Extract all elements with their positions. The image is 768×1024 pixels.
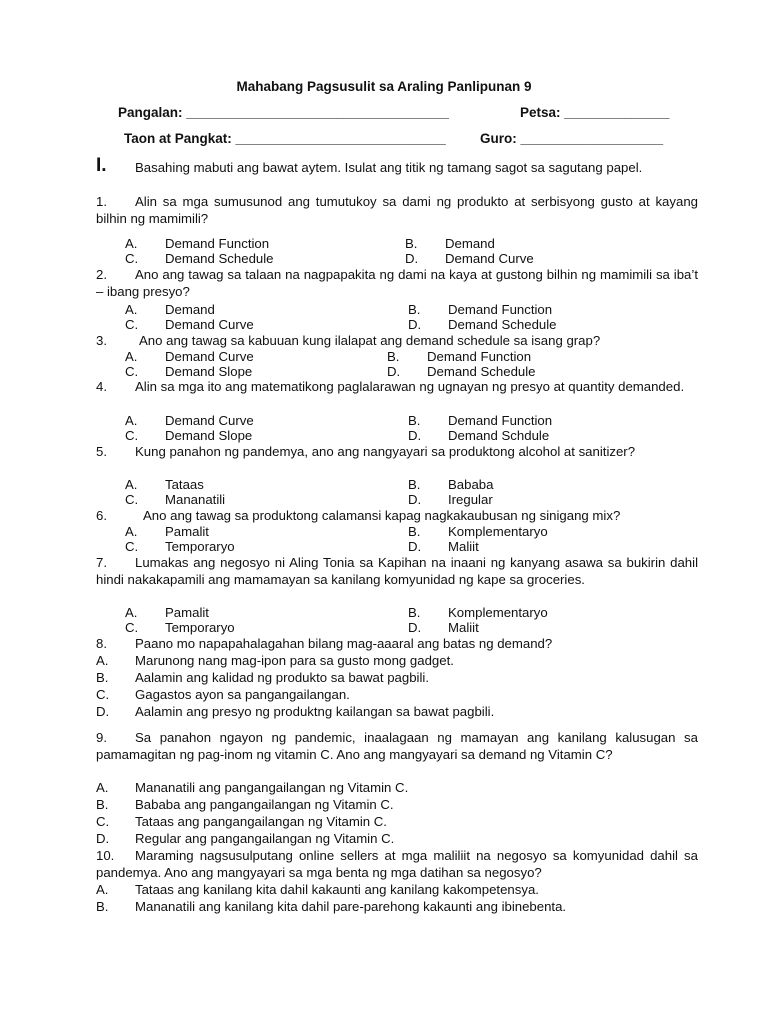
option-1a: A. Demand Function <box>125 236 270 251</box>
option-6b: B. Komplementaryo <box>408 524 548 539</box>
exam-title: Mahabang Pagsusulit sa Araling Panlipunan 9 <box>236 79 532 94</box>
option-10b: B. Mananatili ang kanilang kita dahil pare-parehong kakaunti ang ibinebenta. <box>96 899 567 914</box>
question-10 <box>96 848 698 881</box>
option-9b: B. Bababa ang pangangailangan ng Vitamin C. <box>96 797 394 812</box>
option-6c: C. Temporaryo <box>125 539 235 554</box>
question-text: Ano ang tawag sa kabuuan kung ilalapat ang demand schedule sa isang grap? <box>139 333 601 348</box>
option-4b: B. Demand Function <box>408 413 553 428</box>
question-9 <box>96 730 698 763</box>
question-text: Paano mo napapahalagahan bilang mag-aaaral ang batas ng demand? <box>135 636 553 651</box>
option-4c: C. Demand Slope <box>125 428 253 443</box>
question-3 <box>96 333 600 350</box>
question-number: 5. <box>96 444 107 459</box>
option-7d: D. Maliit <box>408 620 479 635</box>
option-2a: A. Demand <box>125 302 215 317</box>
question-number: 10. <box>96 848 115 863</box>
option-8b: B. Aalamin ang kalidad ng produkto sa bawat pagbili. <box>96 670 429 685</box>
option-8a: A. Marunong nang mag-ipon para sa gusto mong gadget. <box>96 653 454 668</box>
option-2d: D. Demand Schedule <box>408 317 557 332</box>
option-5b: B. Bababa <box>408 477 494 492</box>
option-2b: B. Demand Function <box>408 302 553 317</box>
option-5c: C. Mananatili <box>125 492 226 507</box>
question-number: 8. <box>96 636 107 651</box>
question-text: Ano ang tawag sa talaan na nagpapakita ng dami na kaya at gustong bilhin ng mamimili sa iba’t – ibang presyo? <box>96 267 698 299</box>
option-3b: B. Demand Function <box>387 349 532 364</box>
option-5d: D. Iregular <box>408 492 493 507</box>
question-number: 9. <box>96 730 107 745</box>
question-7 <box>96 555 698 588</box>
option-1c: C. Demand Schedule <box>125 251 274 266</box>
question-number: 4. <box>96 379 107 394</box>
option-1d: D. Demand Curve <box>405 251 534 266</box>
option-8d: D. Aalamin ang presyo ng produktng kailangan sa bawat pagbili. <box>96 704 495 719</box>
option-3a: A. Demand Curve <box>125 349 254 364</box>
name-field: Pangalan: ___________________________________ <box>118 105 450 120</box>
question-5 <box>96 444 698 461</box>
option-5a: A. Tataas <box>125 477 204 492</box>
option-4a: A. Demand Curve <box>125 413 254 428</box>
question-2 <box>96 267 698 300</box>
option-3c: C. Demand Slope <box>125 364 253 379</box>
option-7a: A. Pamalit <box>125 605 209 620</box>
question-1 <box>96 194 698 227</box>
option-9c: C. Tataas ang pangangailangan ng Vitamin C. <box>96 814 387 829</box>
question-text: Alin sa mga sumusunod ang tumutukoy sa dami ng produkto at serbisyong gusto at kayang bilhin ng mamimili? <box>96 194 698 226</box>
question-number: 7. <box>96 555 107 570</box>
option-7c: C. Temporaryo <box>125 620 235 635</box>
option-1b: B. Demand <box>405 236 495 251</box>
question-number: 6. <box>96 508 107 523</box>
question-number: 3. <box>96 333 107 348</box>
question-text: Maraming nagsusulputang online sellers at mga maliliit na negosyo sa komyunidad dahil sa pandemya. Ano ang mangyayari sa mga benta ng mga datihan sa negosyo? <box>96 848 698 880</box>
question-4 <box>96 379 698 396</box>
instructions: Basahing mabuti ang bawat aytem. Isulat ang titik ng tamang sagot sa sagutang papel. <box>135 160 643 175</box>
option-3d: D. Demand Schedule <box>387 364 536 379</box>
question-8 <box>96 636 552 653</box>
teacher-field: Guro: ___________________ <box>480 131 664 146</box>
question-number: 1. <box>96 194 107 209</box>
question-text: Lumakas ang negosyo ni Aling Tonia sa Kapihan na inaani ng kanyang asawa sa bukirin dahil hindi nakakapamili ang mamamayan sa kanilang komyunidad ng kape sa groceries. <box>96 555 698 587</box>
option-2c: C. Demand Curve <box>125 317 254 332</box>
question-text: Sa panahon ngayon ng pandemic, inaalagaan ng mamayan ang kanilang kalusugan sa pamamagitan ng pag-inom ng vitamin C. Ano ang mangyayari sa demand ng Vitamin C? <box>96 730 698 762</box>
date-field: Petsa: ______________ <box>520 105 670 120</box>
question-text: Ano ang tawag sa produktong calamansi kapag nagkakaubusan ng sinigang mix? <box>143 508 621 523</box>
option-8c: C. Gagastos ayon sa pangangailangan. <box>96 687 350 702</box>
question-number: 2. <box>96 267 107 282</box>
option-10a: A. Tataas ang kanilang kita dahil kakaunti ang kanilang kakompetensya. <box>96 882 539 897</box>
option-9d: D. Regular ang pangangailangan ng Vitamin C. <box>96 831 395 846</box>
question-text: Kung panahon ng pandemya, ano ang nangyayari sa produktong alcohol at sanitizer? <box>135 444 636 459</box>
option-7b: B. Komplementaryo <box>408 605 548 620</box>
question-6 <box>96 508 620 525</box>
option-4d: D. Demand Schdule <box>408 428 550 443</box>
option-6d: D. Maliit <box>408 539 479 554</box>
question-text: Alin sa mga ito ang matematikong paglalarawan ng ugnayan ng presyo at quantity demanded. <box>135 379 685 394</box>
option-9a: A. Mananatili ang pangangailangan ng Vitamin C. <box>96 780 409 795</box>
section-field: Taon at Pangkat: ____________________________ <box>124 131 446 146</box>
option-6a: A. Pamalit <box>125 524 209 539</box>
section-number: I. <box>96 155 107 176</box>
